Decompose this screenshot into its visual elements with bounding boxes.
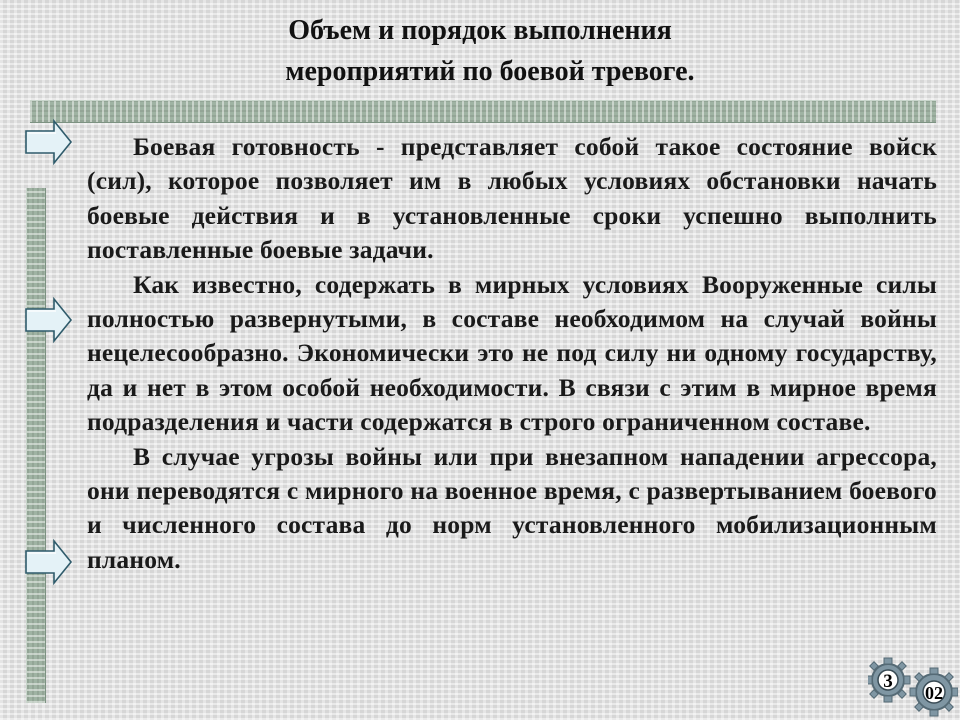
arrow-bullet-icon [24,118,74,166]
title-line-1: Объем и порядок выполнения [288,15,672,46]
slide-title [100,10,860,92]
title-line-2: мероприятий по боевой тревоге. [285,56,695,87]
paragraph-peacetime-strength: Как известно, содержать в мирных условиях Вооруженные силы полностью развернутыми, в составе необходимом на случай войны нецелесообразно. Экономически это не под силу ни одному государству, да и нет в этом особой необходимости. В связи с этим в мирное время подразделения и части содержатся в строго ограниченном составе. [87,269,937,437]
right-gear-label: 02 [925,683,943,703]
arrow-bullet-icon [24,296,74,344]
slide-body-text [87,130,937,577]
horizontal-decor-bar [30,100,936,123]
arrow-bullet-icon [24,538,74,586]
left-gear-label: 3 [883,671,893,692]
gear-navigation[interactable] [868,654,958,718]
paragraph-combat-readiness: Боевая готовность - представляет собой такое состояние войск (сил), которое позволяет им в любых условиях обстановки начать боевые действия и в установленные сроки успешно выполнить поставленные боевые задачи. [87,132,937,265]
vertical-decor-bar [26,188,46,703]
paragraph-war-threat: В случае угрозы войны или при внезапном нападении агрессора, они переводятся с мирного на военное время, с развертыванием боевого и численного состава до норм установленного мобилизационным планом. [87,441,937,574]
